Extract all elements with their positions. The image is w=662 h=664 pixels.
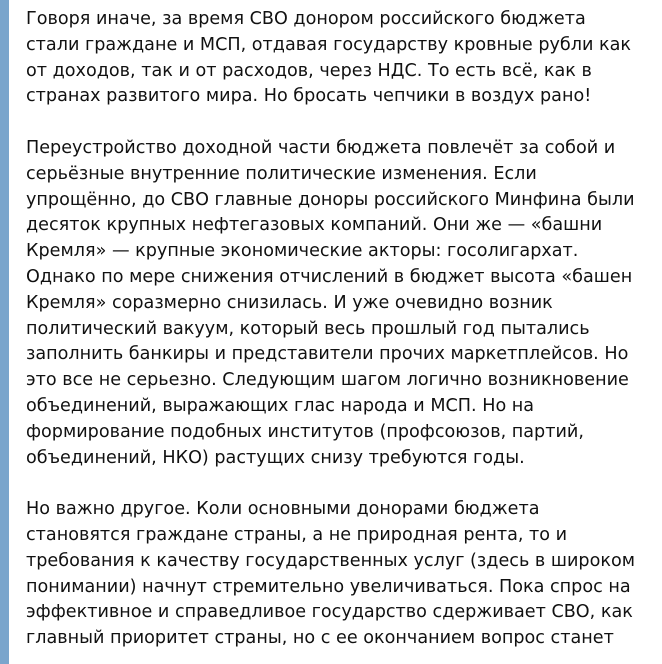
text-line: формирование подобных институтов (профсоюзов, партий,	[26, 421, 584, 442]
text-line: заполнить банкиры и представители прочих маркетплейсов. Но	[26, 344, 629, 365]
text-line: серьёзные внутренние политические изменения. Если	[26, 163, 537, 184]
text-line: упрощённо, до СВО главные доноры российского Минфина были	[26, 189, 635, 210]
paragraph-2	[26, 136, 656, 471]
text-line: это все не серьезно. Следующим шагом логично возникновение	[26, 370, 629, 391]
text-line: понимании) начнут стремительно увеличиваться. Пока спрос на	[26, 576, 631, 597]
text-line: главный приоритет страны, но с ее окончанием вопрос станет	[26, 628, 614, 649]
text-line: требования к качеству государственных услуг (здесь в широком	[26, 550, 635, 571]
text-line: эффективное и справедливое государство сдерживает СВО, как	[26, 602, 633, 623]
text-line: десяток крупных нефтегазовых компаний. Они же — «башни	[26, 215, 603, 236]
text-line: Говоря иначе, за время СВО донором российского бюджета	[26, 9, 586, 29]
text-line: Но важно другое. Коли основными донорами бюджета	[26, 499, 540, 520]
message-text	[26, 7, 656, 664]
paragraph-3	[26, 497, 656, 652]
text-line: Переустройство доходной части бюджета повлечёт за собой и	[26, 137, 616, 158]
text-line: странах развитого мира. Но бросать чепчики в воздух рано!	[26, 86, 592, 107]
text-line: стали граждане и МСП, отдавая государству кровные рубли как	[26, 34, 632, 55]
paragraph-1	[26, 7, 656, 110]
text-line: Однако по мере снижения отчислений в бюджет высота «башен	[26, 266, 633, 287]
message-bubble	[9, 0, 662, 664]
text-line: объединений, выражающих глас народа и МСП. Но на	[26, 395, 535, 416]
text-line: Кремля» — крупные экономические акторы: гоcолигархат.	[26, 241, 579, 262]
text-line: от доходов, так и от расходов, через НДС. То есть всё, как в	[26, 60, 592, 81]
text-line: политический вакуум, который весь прошлый год пытались	[26, 318, 590, 339]
text-line: становятся граждане страны, а не природная рента, то и	[26, 524, 568, 545]
text-line: Кремля» соразмерно снизилась. И уже очевидно возник	[26, 292, 553, 313]
text-line: объединений, НКО) растущих снизу требуются годы.	[26, 447, 525, 468]
